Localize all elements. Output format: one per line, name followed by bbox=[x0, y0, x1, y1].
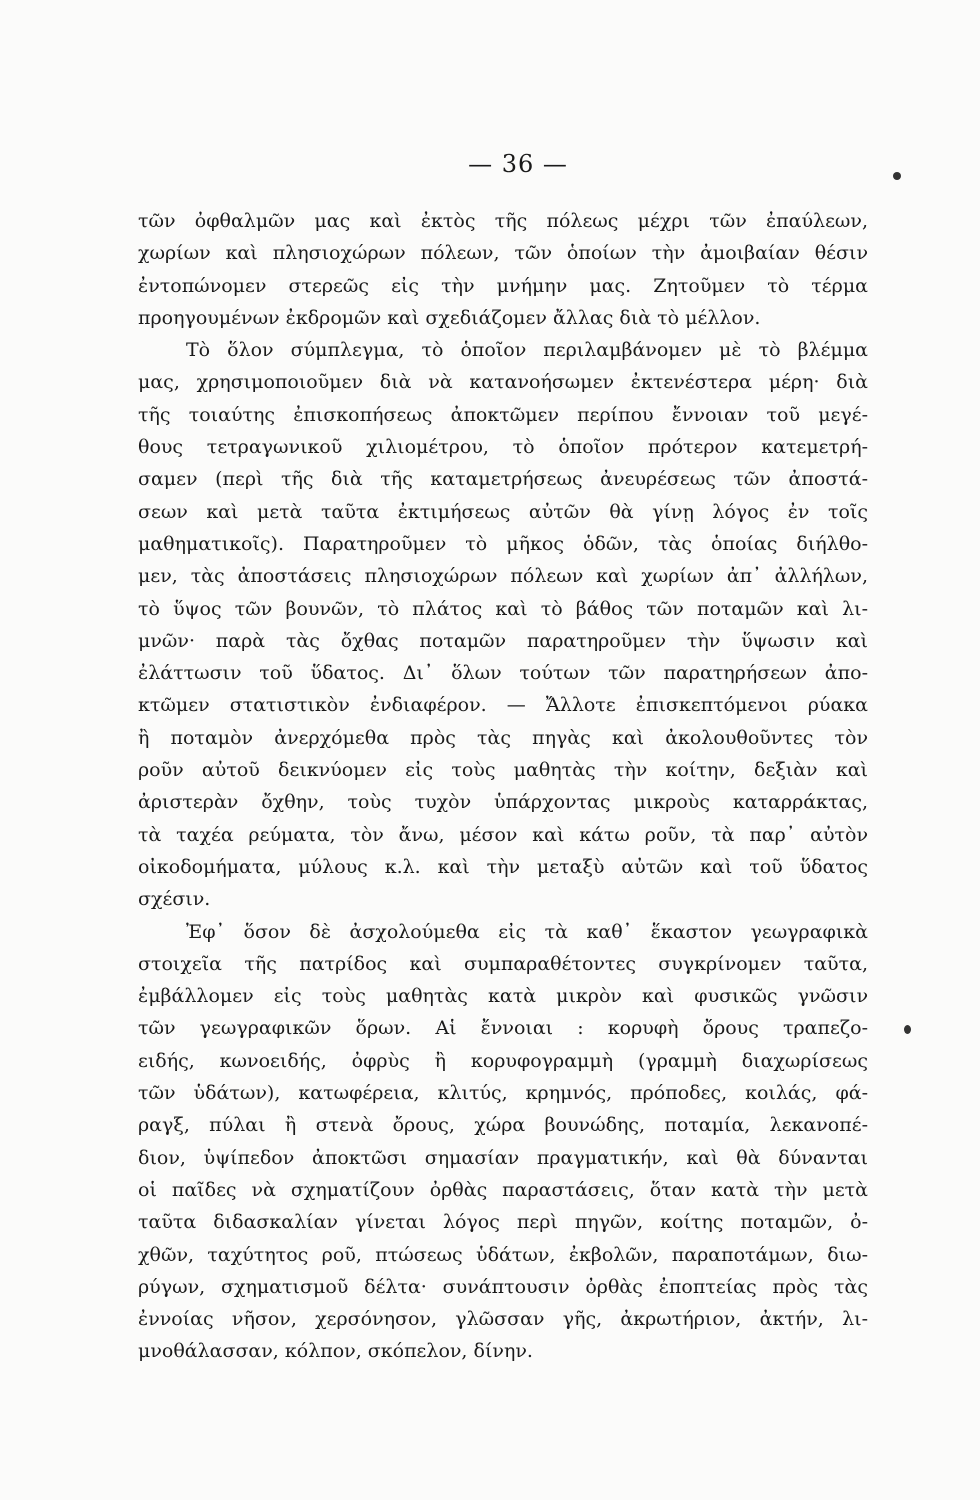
text-line: ροῦν αὐτοῦ δεικνύομεν εἰς τοὺς μαθητὰς τὴν κοίτην, δεξιὰν καὶ bbox=[138, 759, 868, 782]
text-line: ἐλάττωσιν τοῦ ὕδατος. Δι᾽ ὅλων τούτων τῶν παρατηρήσεων ἀπο- bbox=[138, 662, 868, 685]
page-number: — 36 — bbox=[468, 150, 568, 178]
text-line: ειδής, κωνοειδής, ὀφρὺς ἢ κορυφογραμμὴ (γραμμὴ διαχωρίσεως bbox=[138, 1049, 868, 1072]
text-line: σαμεν (περὶ τῆς διὰ τῆς καταμετρήσεως ἀνευρέσεως τῶν ἀποστά- bbox=[138, 468, 868, 491]
text-line: διον, ὑψίπεδον ἀποκτῶσι σημασίαν πραγματικήν, καὶ θὰ δύνανται bbox=[138, 1146, 868, 1169]
text-line: στοιχεῖα τῆς πατρίδος καὶ συμπαραθέτοντες συγκρίνομεν ταῦτα, bbox=[138, 952, 868, 975]
text-line: τῆς τοιαύτης ἐπισκοπήσεως ἀποκτῶμεν περίπου ἔννοιαν τοῦ μεγέ- bbox=[138, 403, 868, 426]
text-line: τὰ ταχέα ρεύματα, τὸν ἄνω, μέσον καὶ κάτω ροῦν, τὰ παρ᾽ αὐτὸν bbox=[138, 823, 868, 846]
text-line: ἐντοπώνομεν στερεῶς εἰς τὴν μνήμην μας. Ζητοῦμεν τὸ τέρμα bbox=[138, 274, 868, 297]
text-line: ρύγων, σχηματισμοῦ δέλτα· συνάπτουσιν ὀρθὰς ἐποπτείας πρὸς τὰς bbox=[138, 1275, 868, 1298]
text-line: ἐμβάλλομεν εἰς τοὺς μαθητὰς κατὰ μικρὸν καὶ φυσικῶς γνῶσιν bbox=[138, 985, 868, 1008]
print-speck-right-margin bbox=[904, 1025, 911, 1034]
text-line: ταῦτα διδασκαλίαν γίνεται λόγος περὶ πηγῶν, κοίτης ποταμῶν, ὀ- bbox=[138, 1211, 868, 1234]
text-line: σεων καὶ μετὰ ταῦτα ἐκτιμήσεως αὐτῶν θὰ γίνῃ λόγος ἐν τοῖς bbox=[138, 500, 868, 523]
text-line: τῶν ὑδάτων), κατωφέρεια, κλιτύς, κρημνός, πρόποδες, κοιλάς, φά- bbox=[138, 1082, 868, 1105]
text-line: ραγξ, πύλαι ἢ στενὰ ὄρους, χώρα βουνώδης, ποταμία, λεκανοπέ- bbox=[138, 1114, 868, 1137]
text-line: ἢ ποταμὸν ἀνερχόμεθα πρὸς τὰς πηγὰς καὶ ἀκολουθοῦντες τὸν bbox=[138, 726, 868, 749]
body-text bbox=[138, 205, 868, 1368]
text-line: τὸ ὕψος τῶν βουνῶν, τὸ πλάτος καὶ τὸ βάθος τῶν ποταμῶν καὶ λι- bbox=[138, 597, 868, 620]
text-line: ἀριστερὰν ὄχθην, τοὺς τυχὸν ὑπάρχοντας μικροὺς καταρράκτας, bbox=[138, 791, 868, 814]
text-line: μνοθάλασσαν, κόλπον, σκόπελον, δίνην. bbox=[138, 1340, 533, 1363]
text-line: θους τετραγωνικοῦ χιλιομέτρου, τὸ ὁποῖον πρότερον κατεμετρή- bbox=[138, 436, 868, 459]
paragraph-start-line: Ἐφ᾽ ὅσον δὲ ἀσχολούμεθα εἰς τὰ καθ᾽ ἕκαστον γεωγραφικὰ bbox=[186, 920, 868, 943]
paragraph-start-line: Τὸ ὅλον σύμπλεγμα, τὸ ὁποῖον περιλαμβάνομεν μὲ τὸ βλέμμα bbox=[186, 339, 868, 362]
text-line: κτῶμεν στατιστικὸν ἐνδιαφέρον. — Ἄλλοτε ἐπισκεπτόμενοι ρύακα bbox=[138, 694, 868, 717]
text-line: χωρίων καὶ πλησιοχώρων πόλεων, τῶν ὁποίων τὴν ἀμοιβαίαν θέσιν bbox=[138, 242, 868, 265]
text-line: τῶν γεωγραφικῶν ὅρων. Αἱ ἔννοιαι : κορυφὴ ὄρους τραπεζο- bbox=[138, 1017, 868, 1040]
text-line: μεν, τὰς ἀποστάσεις πλησιοχώρων πόλεων καὶ χωρίων ἀπ᾽ ἀλλήλων, bbox=[138, 565, 868, 588]
text-line: τῶν ὀφθαλμῶν μας καὶ ἐκτὸς τῆς πόλεως μέχρι τῶν ἐπαύλεων, bbox=[138, 210, 868, 232]
text-line: μαθηματικοῖς). Παρατηροῦμεν τὸ μῆκος ὁδῶν, τὰς ὁποίας διήλθο- bbox=[138, 532, 868, 555]
text-line: χθῶν, ταχύτητος ροῦ, πτώσεως ὑδάτων, ἐκβολῶν, παραποτάμων, διω- bbox=[138, 1243, 868, 1266]
text-line: οἰκοδομήματα, μύλους κ.λ. καὶ τὴν μεταξὺ αὐτῶν καὶ τοῦ ὕδατος bbox=[138, 855, 868, 878]
text-line: μας, χρησιμοποιοῦμεν διὰ νὰ κατανοήσωμεν ἐκτενέστερα μέρη· διὰ bbox=[138, 371, 868, 394]
text-line: σχέσιν. bbox=[138, 888, 211, 911]
text-line: ἐννοίας νῆσον, χερσόνησον, γλῶσσαν γῆς, ἀκρωτήριον, ἀκτήν, λι- bbox=[138, 1308, 868, 1331]
text-line: προηγουμένων ἐκδρομῶν καὶ σχεδιάζομεν ἄλλας διὰ τὸ μέλλον. bbox=[138, 306, 761, 329]
print-speck-top-right bbox=[893, 172, 901, 180]
text-line: οἱ παῖδες νὰ σχηματίζουν ὀρθὰς παραστάσεις, ὅταν κατὰ τὴν μετὰ bbox=[138, 1178, 868, 1201]
text-line: μνῶν· παρὰ τὰς ὄχθας ποταμῶν παρατηροῦμεν τὴν ὕψωσιν καὶ bbox=[138, 629, 868, 652]
